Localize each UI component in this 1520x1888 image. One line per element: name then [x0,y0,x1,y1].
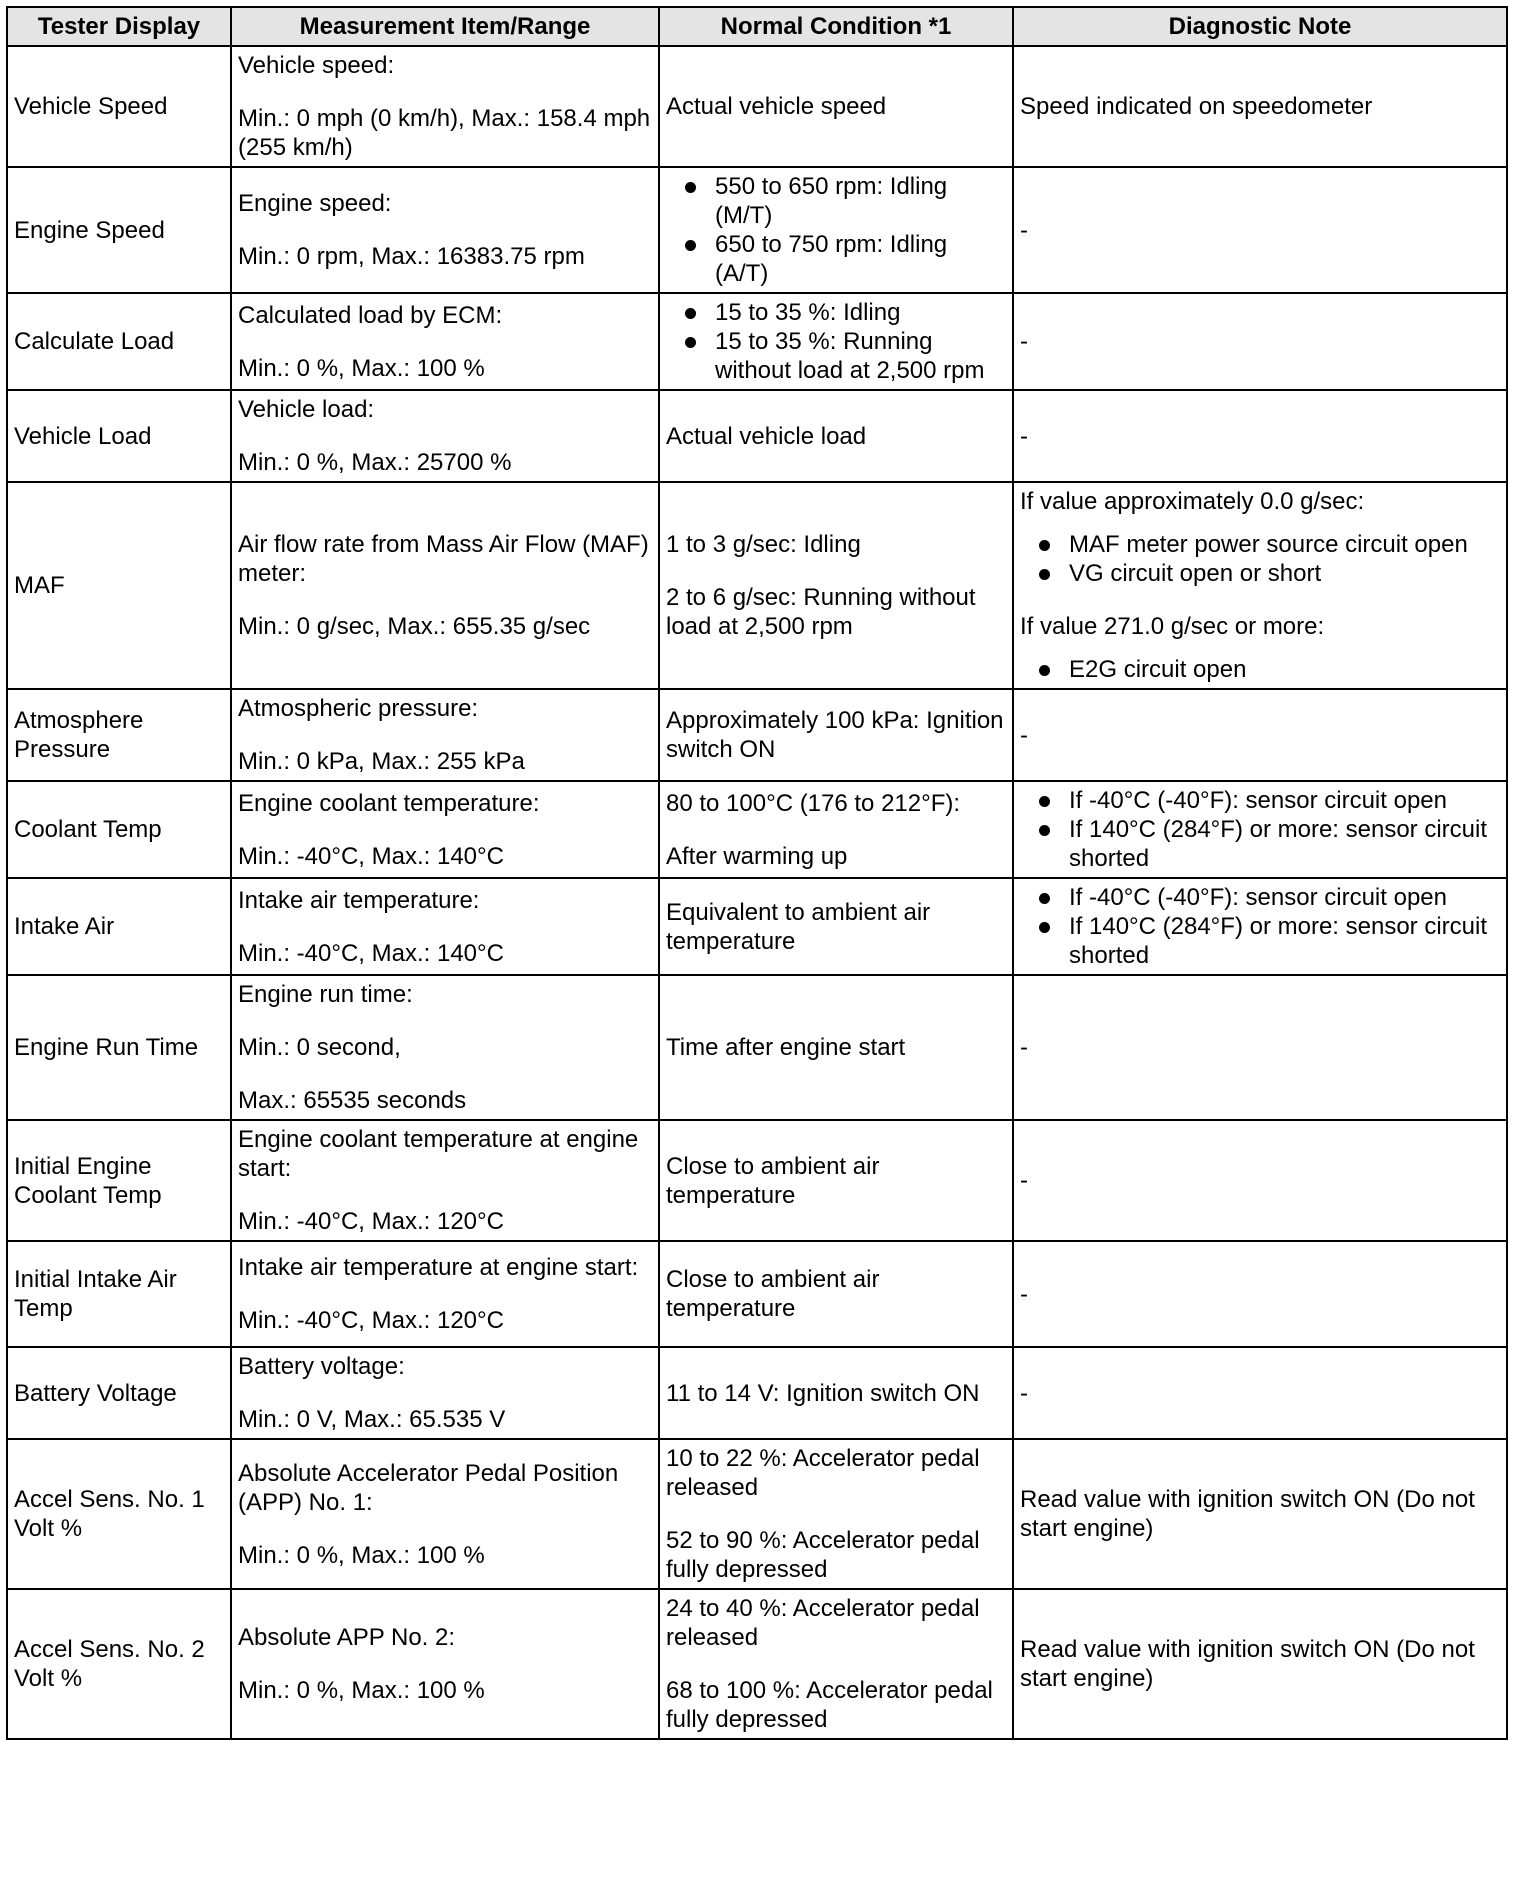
range-limits: Min.: 0 V, Max.: 65.535 V [238,1406,506,1433]
cell-tester-display [7,1439,231,1589]
note-text: - [1020,328,1028,355]
range-label: Battery voltage: [238,1353,405,1380]
table-row [7,1439,1507,1589]
cell-tester-display [7,1241,231,1347]
data-list-table [6,6,1508,1740]
cell-diagnostic-note [1013,390,1507,482]
display-text: Initial Engine Coolant Temp [14,1152,162,1209]
cell-tester-display [7,46,231,167]
normal-text: 2 to 6 g/sec: Running without load at 2,500 rpm [666,584,976,640]
normal-text: Time after engine start [666,1034,906,1061]
table-row [7,878,1507,975]
cell-measurement-range [231,1347,659,1439]
normal-text: 10 to 22 %: Accelerator pedal released [666,1445,980,1501]
normal-text: 52 to 90 %: Accelerator pedal fully depressed [666,1527,980,1583]
note-text: Read value with ignition switch ON (Do not start engine) [1020,1636,1475,1692]
table-row [7,46,1507,167]
note-bullet-list [1020,530,1500,588]
cell-normal-condition [659,46,1013,167]
cell-normal-condition [659,975,1013,1120]
range-label: Absolute APP No. 2: [238,1624,456,1651]
display-text: Initial Intake Air Temp [14,1266,177,1322]
note-text: - [1020,721,1028,749]
cell-diagnostic-note [1013,1589,1507,1739]
bullet-text: If 140°C (284°F) or more: sensor circuit shorted [1069,816,1487,872]
bullet-text: 15 to 35 %: Running without load at 2,500 rpm [715,328,985,384]
note-bullet-list [1020,786,1500,873]
list-item [666,298,1006,327]
normal-text: Equivalent to ambient air temperature [666,898,931,955]
range-label: Air flow rate from Mass Air Flow (MAF) meter: [238,531,649,587]
bullet-text: If -40°C (-40°F): sensor circuit open [1069,787,1447,814]
range-label: Engine coolant temperature: [238,789,540,817]
bullet-icon [685,308,696,319]
note-text: - [1020,1034,1028,1061]
list-item [666,230,1006,288]
bullet-icon [685,337,696,348]
range-limits: Min.: 0 %, Max.: 100 % [238,1541,485,1569]
cell-measurement-range [231,1120,659,1241]
cell-normal-condition [659,781,1013,878]
note-bullet-list [1020,883,1500,970]
note-text: Speed indicated on speedometer [1020,93,1373,120]
bullet-icon [685,182,696,193]
list-item [666,327,1006,385]
bullet-text: E2G circuit open [1069,656,1247,683]
bullet-text: 550 to 650 rpm: Idling (M/T) [715,173,948,229]
cell-tester-display [7,482,231,689]
header-normal-condition: Normal Condition *1 [659,7,1013,46]
note-text: - [1020,1167,1028,1194]
normal-text: 68 to 100 %: Accelerator pedal fully depressed [666,1677,993,1733]
cell-diagnostic-note [1013,46,1507,167]
cell-diagnostic-note [1013,689,1507,781]
display-text: Atmosphere Pressure [14,707,144,763]
cell-tester-display [7,293,231,390]
header-row [7,7,1507,46]
range-limits: Min.: 0 rpm, Max.: 16383.75 rpm [238,243,585,270]
cell-diagnostic-note [1013,482,1507,689]
list-item [1020,786,1500,815]
range-label: Intake air temperature at engine start: [238,1254,639,1281]
cell-measurement-range [231,975,659,1120]
cell-normal-condition [659,1347,1013,1439]
table-row [7,167,1507,293]
cell-normal-condition [659,293,1013,390]
cell-normal-condition [659,390,1013,482]
cell-normal-condition [659,167,1013,293]
list-item [1020,883,1500,912]
table-body [7,46,1507,1739]
display-text: Vehicle Speed [14,93,168,120]
cell-tester-display [7,390,231,482]
bullet-icon [1039,796,1050,807]
display-text: Accel Sens. No. 1 Volt % [14,1486,205,1542]
normal-text: 80 to 100°C (176 to 212°F): [666,789,961,817]
cell-tester-display [7,167,231,293]
bullet-icon [1039,665,1050,676]
header-measurement-item-range: Measurement Item/Range [231,7,659,46]
range-label: Engine coolant temperature at engine start: [238,1126,639,1182]
table-row [7,482,1507,689]
cell-measurement-range [231,1241,659,1347]
display-text: MAF [14,572,65,599]
cell-diagnostic-note [1013,781,1507,878]
cell-measurement-range [231,878,659,975]
normal-text: Actual vehicle speed [666,93,887,120]
cell-diagnostic-note [1013,293,1507,390]
cell-diagnostic-note [1013,1120,1507,1241]
list-item [1020,559,1500,588]
display-text: Coolant Temp [14,816,162,843]
table-row [7,689,1507,781]
cell-diagnostic-note [1013,878,1507,975]
bullet-text: 650 to 750 rpm: Idling (A/T) [715,231,948,287]
normal-text: 24 to 40 %: Accelerator pedal released [666,1595,980,1651]
cell-normal-condition [659,689,1013,781]
table-row [7,293,1507,390]
range-limits: Min.: -40°C, Max.: 140°C [238,939,504,967]
range-label: Vehicle speed: [238,52,395,79]
cell-measurement-range [231,390,659,482]
range-limits: Min.: -40°C, Max.: 120°C [238,1307,504,1334]
cell-measurement-range [231,689,659,781]
table-row [7,1120,1507,1241]
bullet-icon [1039,825,1050,836]
list-item [1020,912,1500,970]
cell-measurement-range [231,167,659,293]
cell-tester-display [7,975,231,1120]
cell-normal-condition [659,1589,1013,1739]
table-header [7,7,1507,46]
note-text: - [1020,1280,1028,1308]
cell-tester-display [7,1347,231,1439]
header-tester-display: Tester Display [7,7,231,46]
table-row [7,781,1507,878]
display-text: Engine Run Time [14,1034,199,1061]
table-row [7,975,1507,1120]
cell-normal-condition [659,1241,1013,1347]
range-label: Intake air temperature: [238,886,480,914]
note-text: - [1020,1379,1028,1407]
note-bullet-list [1020,655,1500,684]
note-text: - [1020,216,1028,244]
cell-normal-condition [659,1120,1013,1241]
cell-tester-display [7,1120,231,1241]
cell-measurement-range [231,1439,659,1589]
range-limits: Min.: 0 g/sec, Max.: 655.35 g/sec [238,613,591,640]
range-label: Absolute Accelerator Pedal Position (APP) No. 1: [238,1459,619,1516]
cell-normal-condition [659,1439,1013,1589]
normal-bullet-list [666,298,1006,385]
bullet-text: If -40°C (-40°F): sensor circuit open [1069,884,1447,911]
cell-measurement-range [231,482,659,689]
bullet-text: 15 to 35 %: Idling [715,299,901,326]
list-item [666,172,1006,230]
cell-diagnostic-note [1013,1439,1507,1589]
bullet-text: MAF meter power source circuit open [1069,531,1468,558]
normal-text: After warming up [666,842,848,870]
range-limits: Min.: -40°C, Max.: 120°C [238,1208,504,1235]
normal-bullet-list [666,172,1006,288]
normal-text: Close to ambient air temperature [666,1152,880,1209]
list-item [1020,815,1500,873]
table-row [7,390,1507,482]
normal-text: 1 to 3 g/sec: Idling [666,531,861,558]
range-limits: Min.: -40°C, Max.: 140°C [238,842,504,870]
bullet-text: VG circuit open or short [1069,560,1322,587]
display-text: Vehicle Load [14,422,152,450]
normal-text: 11 to 14 V: Ignition switch ON [666,1379,980,1407]
cell-normal-condition [659,482,1013,689]
table-row [7,1589,1507,1739]
cell-tester-display [7,1589,231,1739]
cell-tester-display [7,689,231,781]
note-intro: If value 271.0 g/sec or more: [1020,613,1325,640]
cell-measurement-range [231,46,659,167]
table-row [7,1241,1507,1347]
cell-diagnostic-note [1013,167,1507,293]
cell-measurement-range [231,1589,659,1739]
normal-text: Approximately 100 kPa: Ignition switch ON [666,707,1004,763]
range-limits: Min.: 0 %, Max.: 25700 % [238,449,512,476]
cell-normal-condition [659,878,1013,975]
bullet-icon [1039,893,1050,904]
display-text: Calculate Load [14,328,175,355]
table-row [7,1347,1507,1439]
display-text: Intake Air [14,913,115,940]
bullet-icon [1039,569,1050,580]
range-limits: Min.: 0 mph (0 km/h), Max.: 158.4 mph (255 km/h) [238,105,651,161]
display-text: Accel Sens. No. 2 Volt % [14,1636,205,1692]
bullet-text: If 140°C (284°F) or more: sensor circuit shorted [1069,913,1487,969]
cell-diagnostic-note [1013,1347,1507,1439]
cell-tester-display [7,878,231,975]
range-limits: Min.: 0 kPa, Max.: 255 kPa [238,748,525,775]
range-limits: Min.: 0 %, Max.: 100 % [238,354,485,382]
bullet-icon [1039,540,1050,551]
range-label: Engine run time: [238,981,413,1008]
note-text: Read value with ignition switch ON (Do not start engine) [1020,1486,1475,1542]
range-label: Calculated load by ECM: [238,301,503,329]
display-text: Engine Speed [14,216,165,244]
bullet-icon [685,240,696,251]
normal-text: Close to ambient air temperature [666,1266,880,1322]
cell-tester-display [7,781,231,878]
list-item [1020,655,1500,684]
range-label: Engine speed: [238,190,392,217]
list-item [1020,530,1500,559]
normal-text: Actual vehicle load [666,422,867,450]
display-text: Battery Voltage [14,1379,177,1407]
bullet-icon [1039,922,1050,933]
cell-measurement-range [231,293,659,390]
range-label: Atmospheric pressure: [238,695,479,722]
cell-measurement-range [231,781,659,878]
range-label: Vehicle load: [238,396,375,423]
cell-diagnostic-note [1013,975,1507,1120]
range-limits: Max.: 65535 seconds [238,1087,467,1114]
range-limits: Min.: 0 second, [238,1034,401,1061]
note-text: - [1020,422,1028,450]
range-limits: Min.: 0 %, Max.: 100 % [238,1677,485,1704]
cell-diagnostic-note [1013,1241,1507,1347]
note-intro: If value approximately 0.0 g/sec: [1020,488,1365,515]
header-diagnostic-note: Diagnostic Note [1013,7,1507,46]
